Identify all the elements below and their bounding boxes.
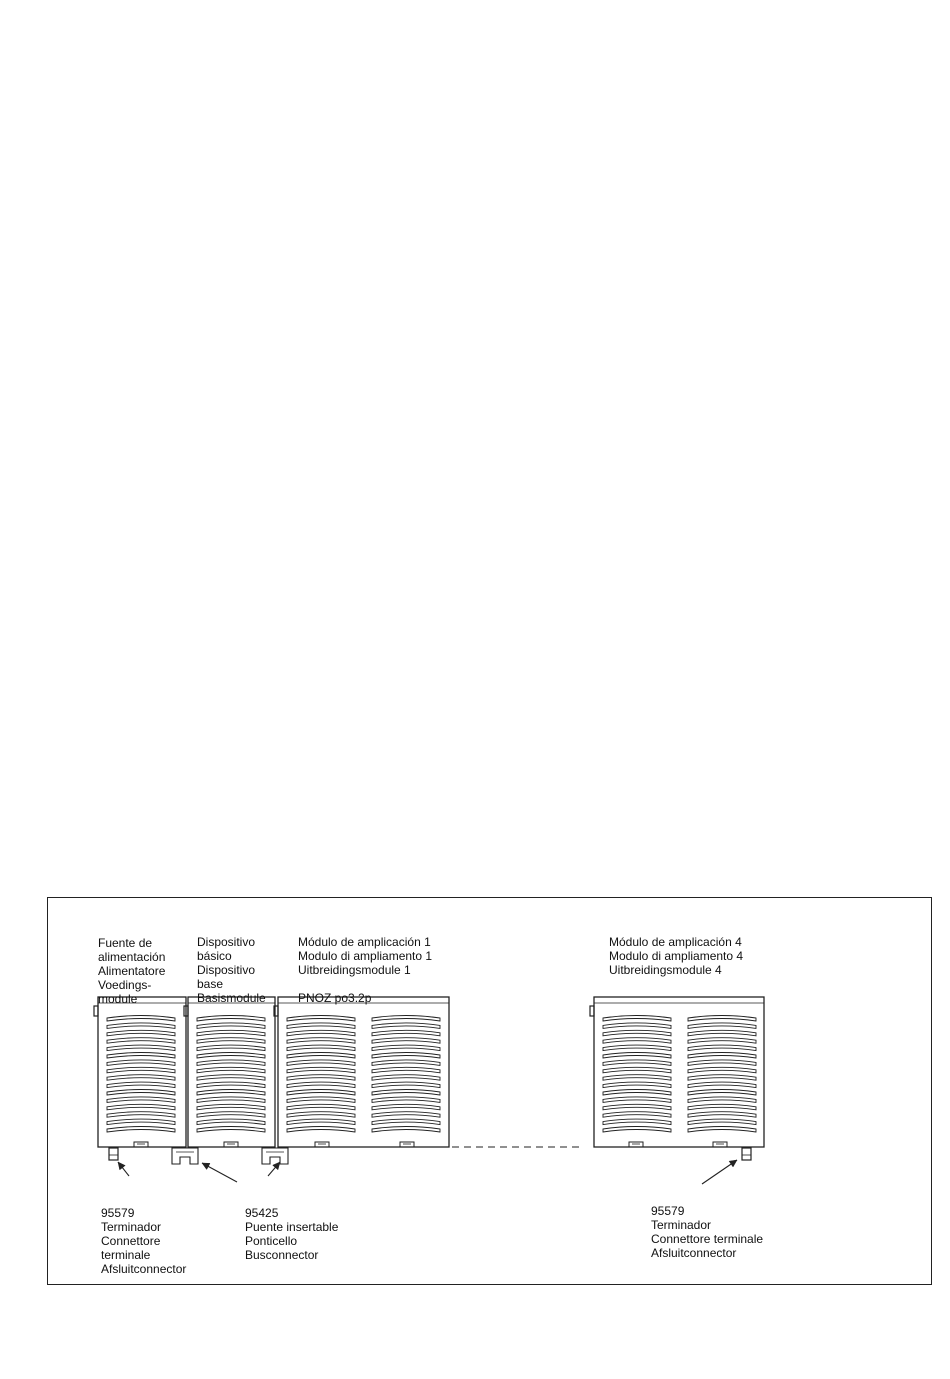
vent-slat — [287, 1119, 355, 1125]
vent-slat — [372, 1112, 440, 1118]
vent-slat — [688, 1067, 756, 1073]
vent-slat — [372, 1030, 440, 1036]
module-foot-tab — [400, 1142, 414, 1147]
vent-slat — [107, 1119, 175, 1125]
module-foot-tab — [224, 1142, 238, 1147]
arrow-terminator-left-head — [118, 1162, 125, 1170]
vent-slat — [287, 1097, 355, 1103]
vent-slat — [372, 1023, 440, 1029]
label-power-supply: Fuente de alimentación Alimentatore Voedings- module — [98, 936, 166, 1006]
label-expansion-module-4: Módulo de amplicación 4 Modulo di ampliamento 4 Uitbreidingsmodule 4 — [609, 935, 744, 977]
terminator-right-plug — [742, 1148, 751, 1160]
vent-slat — [287, 1104, 355, 1110]
vent-slat — [287, 1075, 355, 1081]
expansion-module-4-side-latch — [590, 1006, 594, 1016]
vent-slat — [603, 1127, 671, 1133]
vent-slat — [107, 1090, 175, 1096]
vent-slat — [603, 1053, 671, 1059]
vent-slat — [372, 1067, 440, 1073]
vent-slat — [603, 1023, 671, 1029]
terminator-left-plug — [109, 1148, 118, 1160]
vent-slat — [688, 1127, 756, 1133]
vent-slat — [107, 1023, 175, 1029]
vent-slat — [372, 1097, 440, 1103]
vent-slat — [688, 1045, 756, 1051]
vent-slat — [603, 1016, 671, 1022]
vent-slat — [603, 1104, 671, 1110]
vent-slat — [688, 1060, 756, 1066]
expansion-module-4 — [590, 997, 764, 1147]
label-jumper: 95425 Puente insertable Ponticello Busconnector — [245, 1206, 339, 1262]
vent-slat — [287, 1060, 355, 1066]
vent-slat — [107, 1038, 175, 1044]
vent-slat — [107, 1053, 175, 1059]
bus-jumper — [172, 1148, 198, 1164]
vent-slat — [688, 1119, 756, 1125]
vent-slat — [197, 1023, 265, 1029]
vent-slat — [688, 1016, 756, 1022]
vent-slat — [287, 1045, 355, 1051]
vent-slat — [688, 1112, 756, 1118]
vent-slat — [107, 1127, 175, 1133]
vent-slat — [603, 1097, 671, 1103]
vent-slat — [287, 1067, 355, 1073]
vent-slat — [197, 1060, 265, 1066]
bus-jumper — [262, 1148, 288, 1164]
vent-slat — [107, 1082, 175, 1088]
vent-slat — [372, 1060, 440, 1066]
label-base-unit: Dispositivo básico Dispositivo base Basismodule — [197, 935, 266, 1005]
vent-slat — [197, 1038, 265, 1044]
vent-slat — [603, 1045, 671, 1051]
vent-slat — [107, 1060, 175, 1066]
vent-slat — [372, 1090, 440, 1096]
vent-slat — [603, 1060, 671, 1066]
module-foot-tab — [315, 1142, 329, 1147]
vent-slat — [372, 1053, 440, 1059]
vent-slat — [287, 1112, 355, 1118]
vent-slat — [197, 1119, 265, 1125]
arrow-terminator-right-head — [729, 1160, 737, 1167]
label-expansion-module-1: Módulo de amplicación 1 Modulo di ampliamento 1 Uitbreidingsmodule 1 PNOZ po3.2p — [298, 935, 433, 1005]
vent-slat — [688, 1082, 756, 1088]
vent-slat — [688, 1075, 756, 1081]
vent-slat — [107, 1112, 175, 1118]
vent-slat — [603, 1082, 671, 1088]
vent-slat — [197, 1090, 265, 1096]
vent-slat — [372, 1045, 440, 1051]
label-terminator-left: 95579 Terminador Connettore terminale Afsluitconnector — [101, 1206, 187, 1276]
vent-slat — [603, 1075, 671, 1081]
vent-slat — [287, 1090, 355, 1096]
vent-slat — [603, 1112, 671, 1118]
vent-slat — [287, 1030, 355, 1036]
vent-slat — [107, 1067, 175, 1073]
vent-slat — [688, 1090, 756, 1096]
module-foot-tab — [713, 1142, 727, 1147]
expansion-module-1 — [274, 997, 449, 1147]
base-unit-module — [184, 997, 275, 1147]
vent-slat — [603, 1038, 671, 1044]
vent-slat — [107, 1097, 175, 1103]
vent-slat — [107, 1030, 175, 1036]
vent-slat — [372, 1104, 440, 1110]
vent-slat — [197, 1104, 265, 1110]
vent-slat — [287, 1023, 355, 1029]
module-foot-tab — [134, 1142, 148, 1147]
vent-slat — [372, 1119, 440, 1125]
vent-slat — [603, 1067, 671, 1073]
vent-slat — [197, 1030, 265, 1036]
vent-slat — [107, 1075, 175, 1081]
vent-slat — [372, 1038, 440, 1044]
label-terminator-right: 95579 Terminador Connettore terminale Afsluitconnector — [651, 1204, 764, 1260]
vent-slat — [688, 1104, 756, 1110]
vent-slat — [107, 1104, 175, 1110]
vent-slat — [197, 1045, 265, 1051]
vent-slat — [197, 1097, 265, 1103]
vent-slat — [287, 1053, 355, 1059]
vent-slat — [688, 1038, 756, 1044]
vent-slat — [197, 1112, 265, 1118]
module-foot-tab — [629, 1142, 643, 1147]
vent-slat — [107, 1045, 175, 1051]
vent-slat — [688, 1097, 756, 1103]
vent-slat — [197, 1075, 265, 1081]
vent-slat — [287, 1082, 355, 1088]
vent-slat — [197, 1082, 265, 1088]
vent-slat — [197, 1067, 265, 1073]
vent-slat — [688, 1053, 756, 1059]
vent-slat — [372, 1075, 440, 1081]
vent-slat — [688, 1030, 756, 1036]
vent-slat — [197, 1127, 265, 1133]
vent-slat — [688, 1023, 756, 1029]
vent-slat — [372, 1127, 440, 1133]
vent-slat — [287, 1127, 355, 1133]
vent-slat — [287, 1038, 355, 1044]
vent-slat — [603, 1119, 671, 1125]
vent-slat — [197, 1053, 265, 1059]
vent-slat — [603, 1090, 671, 1096]
vent-slat — [603, 1030, 671, 1036]
vent-slat — [372, 1082, 440, 1088]
